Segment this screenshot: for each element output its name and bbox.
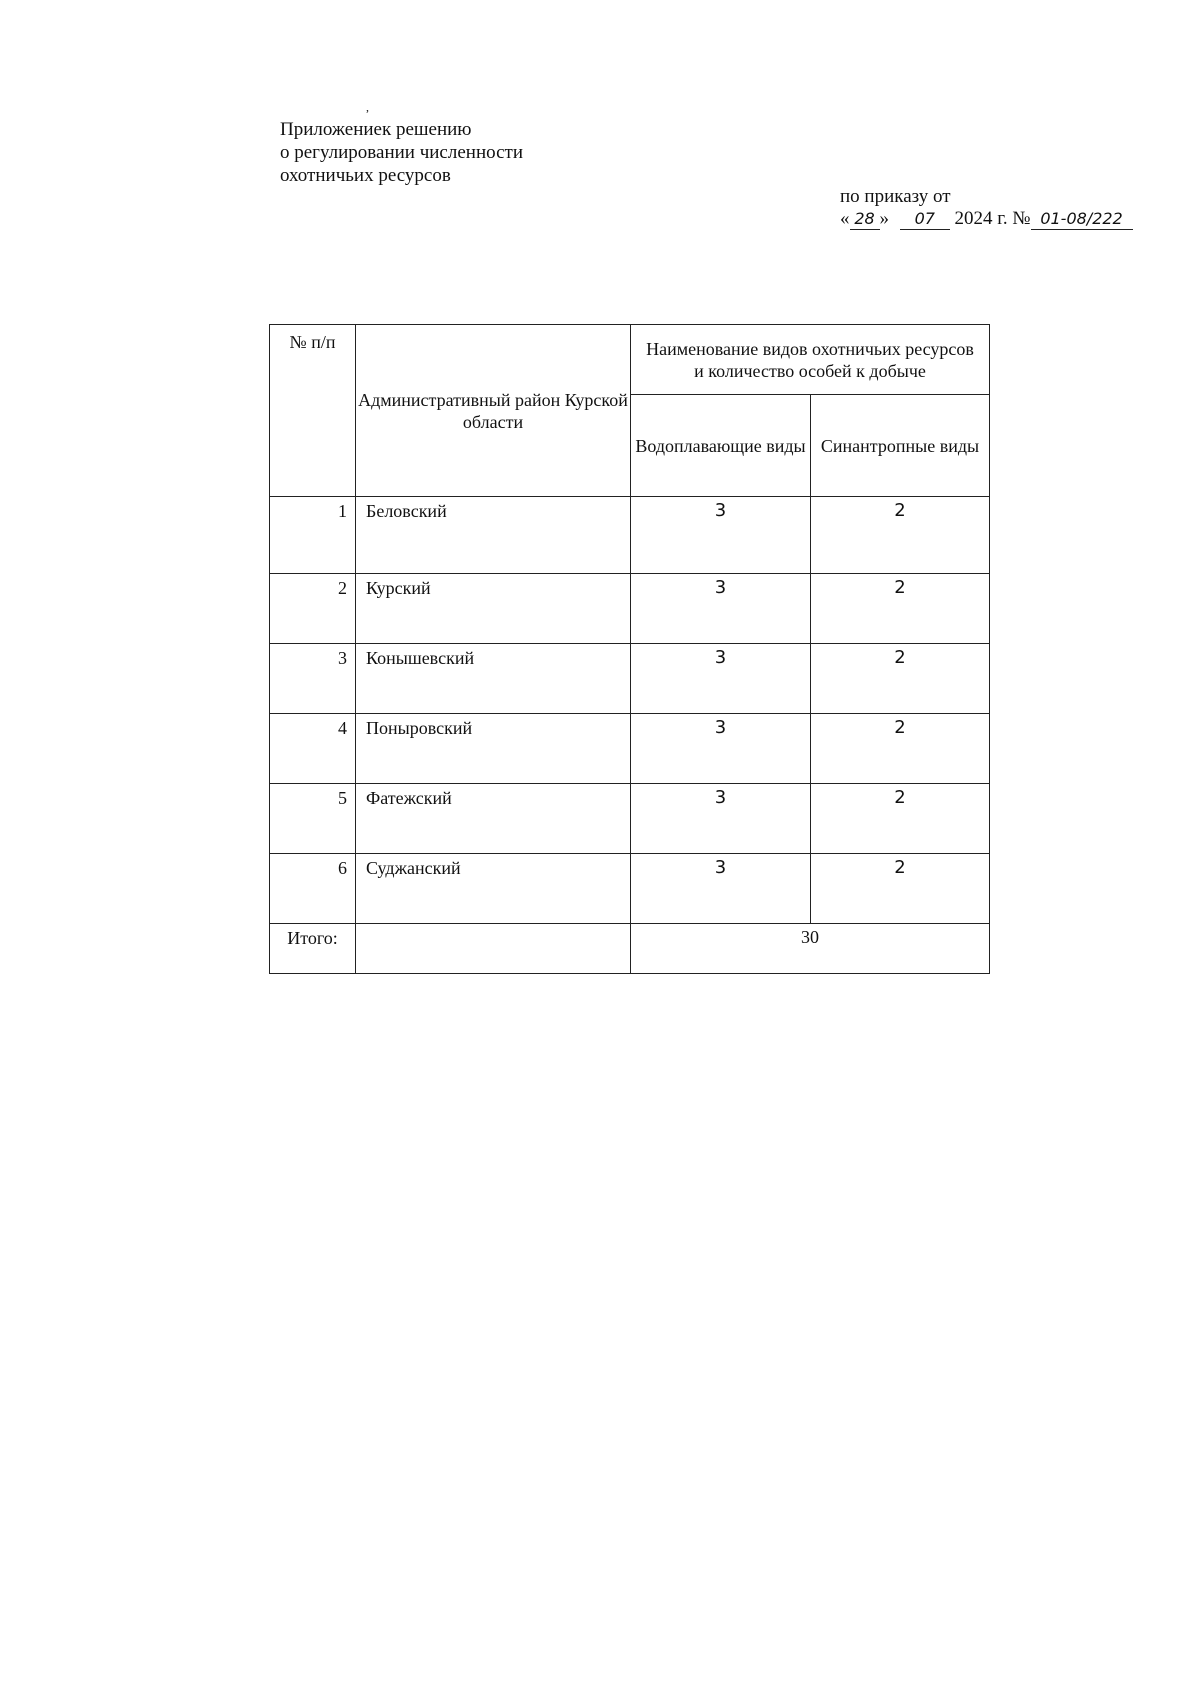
quota-table (269, 324, 990, 974)
row-synanthropic-count: 2 (811, 644, 990, 714)
header-waterfowl: Водоплавающие виды (631, 395, 811, 497)
row-district: Фатежский (356, 784, 631, 854)
annex-line-2: о регулировании численности (280, 142, 523, 163)
total-value: 30 (631, 924, 990, 974)
row-index: 6 (270, 854, 356, 924)
table-row (270, 714, 990, 784)
order-day: 28 (850, 209, 880, 230)
row-waterfowl-count: 3 (631, 714, 811, 784)
table-row (270, 574, 990, 644)
header-species-group: Наименование видов охотничьих ресурсов и количество особей к добыче (631, 325, 990, 395)
order-number: 01-08/222 (1031, 209, 1133, 230)
stray-mark: , (366, 100, 369, 114)
table-row (270, 784, 990, 854)
order-reference (840, 186, 1133, 230)
row-district: Конышевский (356, 644, 631, 714)
total-row (270, 924, 990, 974)
row-index: 4 (270, 714, 356, 784)
row-index: 1 (270, 497, 356, 574)
row-index: 3 (270, 644, 356, 714)
row-synanthropic-count: 2 (811, 854, 990, 924)
order-line-2 (840, 208, 1133, 230)
total-label: Итого: (270, 924, 356, 974)
row-synanthropic-count: 2 (811, 784, 990, 854)
order-month: 07 (900, 209, 950, 230)
row-district: Беловский (356, 497, 631, 574)
table-row (270, 644, 990, 714)
annex-heading (280, 118, 523, 187)
total-empty-cell (356, 924, 631, 974)
row-waterfowl-count: 3 (631, 644, 811, 714)
row-index: 2 (270, 574, 356, 644)
header-index: № п/п (270, 325, 356, 497)
annex-line-3: охотничьих ресурсов (280, 165, 451, 186)
header-synanthropic: Синантропные виды (811, 395, 990, 497)
row-synanthropic-count: 2 (811, 714, 990, 784)
order-line-1: по приказу от (840, 186, 951, 207)
row-waterfowl-count: 3 (631, 784, 811, 854)
close-quote: » (879, 208, 889, 229)
row-synanthropic-count: 2 (811, 574, 990, 644)
order-year-text: 2024 г. № (954, 208, 1031, 229)
row-index: 5 (270, 784, 356, 854)
row-district: Поныровский (356, 714, 631, 784)
row-district: Суджанский (356, 854, 631, 924)
header-district: Административный район Курской области (356, 325, 631, 497)
row-waterfowl-count: 3 (631, 574, 811, 644)
table-row (270, 854, 990, 924)
table-row (270, 497, 990, 574)
header-row (270, 325, 990, 395)
open-quote: « (840, 208, 850, 229)
annex-line-1: Приложениек решению (280, 119, 472, 140)
row-synanthropic-count: 2 (811, 497, 990, 574)
row-district: Курский (356, 574, 631, 644)
row-waterfowl-count: 3 (631, 854, 811, 924)
row-waterfowl-count: 3 (631, 497, 811, 574)
